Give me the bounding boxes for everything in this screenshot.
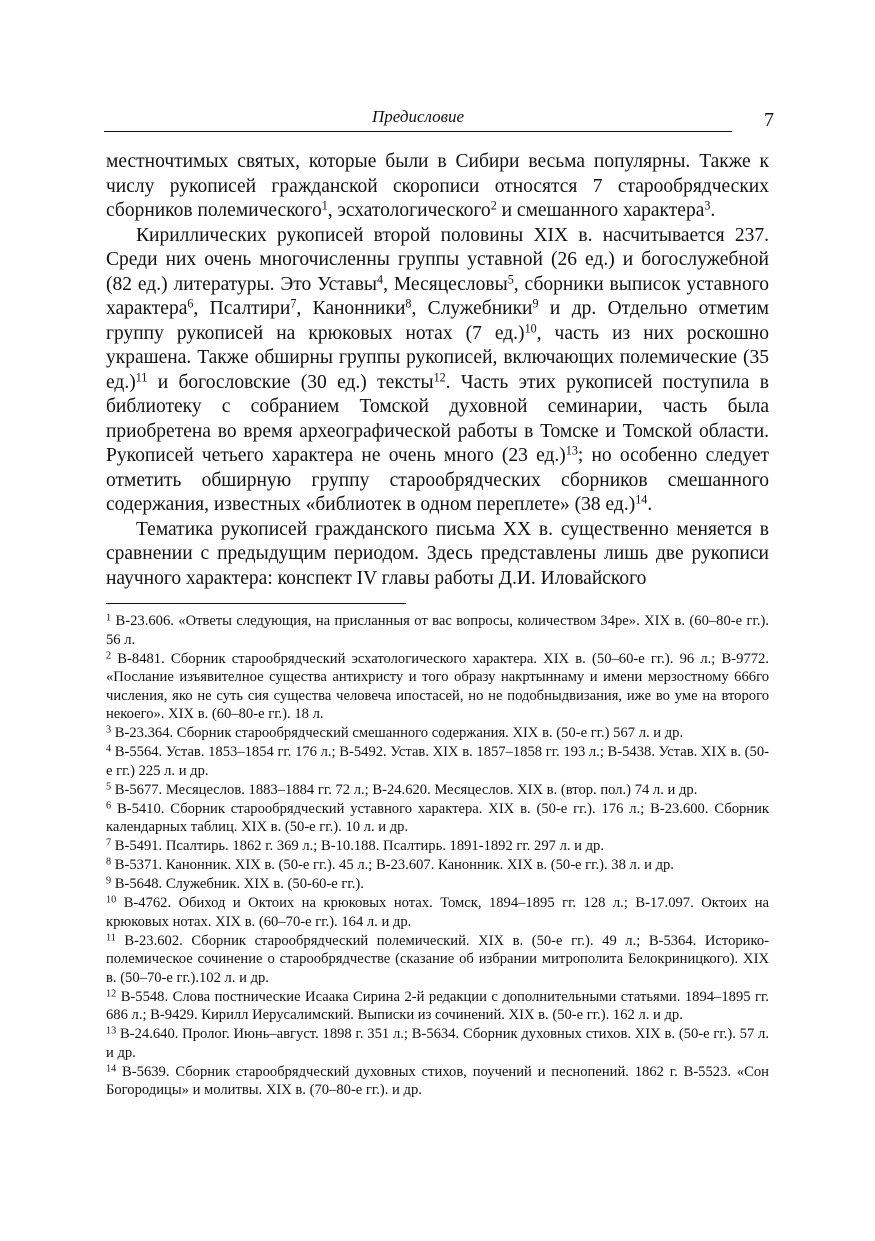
- footnote: [106, 988, 769, 1025]
- body-text-run: , часть из них роскошно украшена. Также обширны группы рукописей, включающих полемические (35 ед.): [106, 322, 769, 393]
- footnote-number: 8: [106, 856, 112, 868]
- footnote-ref[interactable]: 5: [507, 271, 514, 286]
- body-text-run: местночтимых святых, которые были в Сибири весьма популярны. Также к числу рукописей гражданской скорописи относятся 7 старообрядческих сборников полемического: [106, 151, 769, 221]
- paragraph-2: [106, 224, 769, 518]
- footnote: [106, 1025, 769, 1062]
- body-text-run: , Канонники: [296, 298, 406, 319]
- footnote-text: В-8481. Сборник старообрядческий эсхатологического характера. XIX в. (50–60-е гг.). 96 л.; В-9772. «Послание изъявителное существа антихристу и того образу накртыннаму и имени мерзостному 666го числения, яко не суть сия существа человеча ипостасей, но не подобныдвизания, иже во уме на второго некоего». XIX в. (60–80-е гг.). 18 л.: [106, 650, 769, 722]
- body-text: [106, 150, 769, 591]
- footnote-text: В-23.606. «Ответы следующия, на присланныя от вас вопросы, количеством 34ре». XIX в. (60–80-е гг.). 56 л.: [106, 613, 769, 648]
- footnote: [106, 1063, 769, 1100]
- footnote-ref[interactable]: 1: [321, 198, 328, 213]
- body-text-run: .: [647, 494, 653, 515]
- page-number: 7: [764, 109, 774, 131]
- footnote-separator: [106, 603, 406, 604]
- footnote-text: В-23.364. Сборник старообрядческий смешанного содержания. XIX в. (50-е гг.) 567 л. и др.: [111, 725, 684, 741]
- footnote-number: 4: [106, 743, 112, 755]
- body-text-run: и др. Отдельно отметим группу рукописей на крюковых нотах (7 ед.): [106, 298, 769, 344]
- footnote: [106, 612, 769, 649]
- footnotes: [106, 612, 769, 1100]
- footnote-number: 2: [106, 649, 112, 661]
- body-text-run: и богословские (30 ед.) тексты: [147, 371, 434, 393]
- body-text-run: , сборники выписок уставного характера: [106, 273, 769, 319]
- footnote: [106, 875, 769, 894]
- body-text-run: .: [710, 200, 716, 221]
- footnote-ref[interactable]: 7: [290, 296, 297, 311]
- footnote: [106, 856, 769, 875]
- footnote: [106, 781, 769, 800]
- footnote: [106, 650, 769, 724]
- body-text-run: . Часть этих рукописей поступила в библиотеку с собранием Томской духовной семинарии, часть была приобретена во время археографической работы в Томске и Томской области. Рукописей четьего характера не очень много (23 ед.): [106, 371, 769, 466]
- paragraph-3: [106, 518, 769, 592]
- footnote: [106, 743, 769, 780]
- footnote-text: В-5564. Устав. 1853–1854 гг. 176 л.; В-5492. Устав. XIX в. 1857–1858 гг. 193 л.; В-5438. Устав. XIX в. (50-е гг.) 225 л. и др.: [106, 744, 769, 779]
- footnote-text: В-24.640. Пролог. Июнь–август. 1898 г. 351 л.; В-5634. Сборник духовных стихов. XIX в. (50-е гг.). 57 л. и др.: [106, 1026, 769, 1061]
- footnote-text: В-4762. Обиход и Октоих на крюковых нотах. Томск, 1894–1895 гг. 128 л.; В-17.097. Октоих на крюковых нотах. XIX в. (60–70-е гг.). 164 л. и др.: [106, 895, 769, 930]
- footnote-text: В-5677. Месяцеслов. 1883–1884 гг. 72 л.; В-24.620. Месяцеслов. XIX в. (втор. пол.) 74 л. и др.: [111, 781, 698, 798]
- footnote-text: В-5548. Слова постнические Исаака Сирина 2-й редакции с дополнительными статьями. 1894–1895 гг. 686 л.; В-9429. Кирилл Иерусалимский. Выписки из сочинений. XIX в. (50-е гг.). 162 л. и др.: [106, 988, 769, 1023]
- footnote-ref[interactable]: 4: [377, 271, 384, 286]
- footnote-number: 14: [106, 1062, 117, 1074]
- footnote: [106, 932, 769, 988]
- body-text-run: , Служебники: [411, 298, 533, 319]
- footnote-ref[interactable]: 3: [704, 198, 711, 213]
- footnote-ref[interactable]: 2: [490, 198, 497, 213]
- footnote-text: В-23.602. Сборник старообрядческий полемический. XIX в. (50-е гг.). 49 л.; В-5364. Историко-полемическое сочинение о старообрядчестве (сказание об избрании митрополита Белокриницкого). XIX в. (50–70-е гг.).102 л. и др.: [106, 932, 769, 986]
- footnote: [106, 800, 769, 837]
- footnote-ref[interactable]: 12: [433, 369, 446, 384]
- footnote-number: 5: [106, 780, 112, 792]
- footnote-number: 11: [106, 931, 116, 943]
- footnote-text: В-5491. Псалтирь. 1862 г. 369 л.; В-10.188. Псалтирь. 1891-1892 гг. 297 л. и др.: [111, 838, 604, 854]
- footnote-ref[interactable]: 13: [565, 443, 578, 458]
- body-text-run: , эсхатологического: [327, 200, 491, 221]
- footnote-number: 6: [106, 799, 112, 811]
- footnote-ref[interactable]: 8: [405, 296, 412, 311]
- footnote-text: В-5648. Служебник. XIX в. (50-60-е гг.).: [111, 876, 364, 892]
- footnote: [106, 837, 769, 856]
- body-text-run: Кириллических рукописей второй половины XIX в. насчитывается 237. Среди них очень многочисленны группы уставной (26 ед.) и богослужебной (82 ед.) литературы. Это Уставы: [106, 224, 769, 295]
- footnote-number: 10: [106, 894, 117, 906]
- body-text-run: и смешанного характера: [496, 200, 705, 221]
- footnote-number: 12: [106, 987, 117, 999]
- footnote-ref[interactable]: 11: [135, 369, 148, 384]
- paragraph-1: [106, 150, 769, 224]
- footnote-ref[interactable]: 9: [532, 296, 539, 311]
- footnote-number: 7: [106, 837, 112, 849]
- footnote-number: 3: [106, 724, 112, 736]
- footnote: [106, 894, 769, 931]
- header-rule: [104, 131, 732, 132]
- running-head-title: Предисловие: [371, 107, 465, 126]
- footnote-number: 9: [106, 875, 112, 887]
- body-text-run: , Псалтири: [193, 298, 291, 319]
- footnote-ref[interactable]: 14: [635, 492, 648, 507]
- body-text-run: Тематика рукописей гражданского письма XX в. существенно меняется в сравнении с предыдущим периодом. Здесь представлены лишь две рукописи научного характера: конспект IV главы работы Д.И. Иловайского: [106, 518, 769, 589]
- footnote-ref[interactable]: 6: [187, 296, 194, 311]
- footnote: [106, 724, 769, 743]
- footnote-number: 13: [106, 1025, 117, 1037]
- footnote-number: 1: [106, 612, 112, 624]
- body-text-run: ; но особенно следует отметить обширную группу старообрядческих сборников смешанного содержания, известных «библиотек в одном переплете» (38 ед.): [106, 445, 769, 515]
- footnote-ref[interactable]: 10: [524, 320, 537, 335]
- body-text-run: , Месяцесловы: [383, 273, 508, 295]
- footnote-text: В-5639. Сборник старообрядческий духовных стихов, поучений и песнопений. 1862 г. В-5523. «Сон Богородицы» и молитвы. XIX в. (70–80-е гг.). и др.: [106, 1063, 769, 1098]
- footnote-text: В-5410. Сборник старообрядческий уставного характера. XIX в. (50-е гг.). 176 л.; В-23.600. Сборник календарных таблиц. XIX в. (50-е гг.). 10 л. и др.: [106, 800, 769, 835]
- footnote-text: В-5371. Канонник. XIX в. (50-е гг.). 45 л.; В-23.607. Канонник. XIX в. (50-е гг.). 38 л. и др.: [111, 857, 674, 873]
